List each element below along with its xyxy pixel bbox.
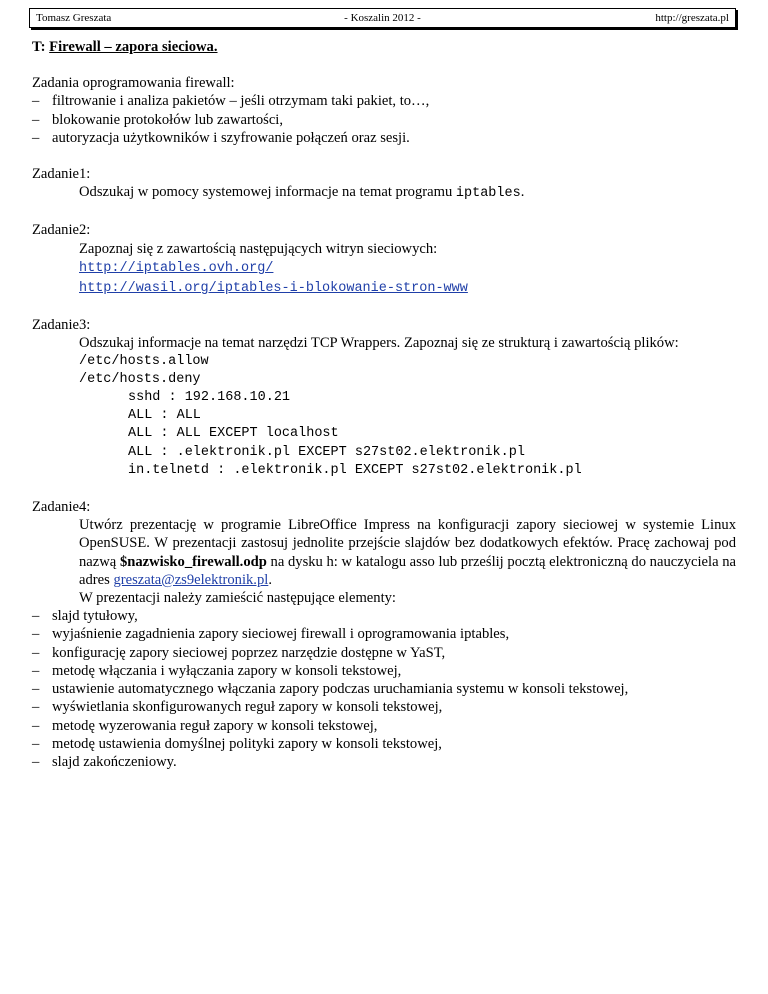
task2-text: Zapoznaj się z zawartością następujących witryn sieciowych: (79, 240, 438, 257)
task2-heading: Zadanie2: (32, 222, 91, 239)
file-hosts-allow: /etc/hosts.allow (79, 353, 209, 369)
task4-heading: Zadanie4: (32, 499, 91, 516)
task4-text-a: Utwórz prezentację w programie LibreOffice Impress na konfiguracji zapory sieciowej w systemie Linux OpenSUSE. W prezentacji zastosuj jednolite przejście slajdów bez dodatkowych efektów. Pracę zachowaj pod nazwą (79, 517, 736, 570)
task4-text-c: . (268, 571, 272, 588)
intro-section (32, 74, 736, 147)
task1-section (32, 165, 736, 203)
intro-list (32, 92, 736, 147)
code-line: ALL : .elektronik.pl EXCEPT s27st02.elektronik.pl (128, 444, 525, 460)
task1-text (79, 183, 736, 203)
list-item: – slajd tytułowy, (32, 607, 736, 625)
list-item: – konfigurację zapory sieciowej poprzez narzędzie dostępne w YaST, (32, 644, 736, 662)
task1-body: Odszukaj w pomocy systemowej informacje na temat programu (79, 184, 456, 201)
list-item: – metodę wyzerowania reguł zapory w konsoli tekstowej, (32, 717, 736, 735)
intro-heading: Zadania oprogramowania firewall: (32, 75, 235, 92)
task4-paragraph (79, 516, 736, 589)
email-link[interactable]: greszata@zs9elektronik.pl (113, 571, 269, 588)
code-line: ALL : ALL (128, 408, 201, 424)
link-iptables-ovh[interactable]: http://iptables.ovh.org/ (79, 260, 274, 276)
header-author: Tomasz Greszata (36, 12, 112, 24)
list-item: – wyjaśnienie zagadnienia zapory sieciowej firewall i oprogramowania iptables, (32, 625, 736, 643)
list-item: – slajd zakończeniowy. (32, 753, 736, 771)
list-item: – filtrowanie i analiza pakietów – jeśli otrzymam taki pakiet, to…, (32, 92, 736, 110)
list-item: – metodę włączania i wyłączania zapory w konsoli tekstowej, (32, 662, 736, 680)
task3-text: Odszukaj informacje na temat narzędzi TCP Wrappers. Zapoznaj się ze strukturą i zawartością plików: (79, 335, 679, 352)
task3-heading: Zadanie3: (32, 317, 91, 334)
list-item: – wyświetlania skonfigurowanych reguł zapory w konsoli tekstowej, (32, 698, 736, 716)
list-item: – autoryzacja użytkowników i szyfrowanie połączeń oraz sesji. (32, 129, 736, 147)
document-body (32, 38, 736, 771)
task4-list (32, 607, 736, 771)
task1-end: . (520, 184, 525, 201)
list-item: – ustawienie automatycznego włączania zapory podczas uruchamiania systemu w konsoli tekstowej, (32, 680, 736, 698)
code-line: ALL : ALL EXCEPT localhost (128, 426, 339, 442)
task4-section (32, 498, 736, 771)
list-item: – blokowanie protokołów lub zawartości, (32, 111, 736, 129)
page-header (29, 8, 736, 28)
task4-text-b: na dysku h: w katalogu asso lub prześlij pocztą elektroniczną do nauczyciela na adres (79, 553, 736, 588)
title-text: Firewall – zapora sieciowa. (49, 39, 218, 55)
task3-section (32, 316, 736, 480)
file-hosts-deny: /etc/hosts.deny (79, 371, 201, 387)
task1-heading: Zadanie1: (32, 166, 91, 183)
page-title (32, 38, 736, 56)
header-center: - Koszalin 2012 - (344, 12, 421, 24)
task2-section (32, 221, 736, 298)
header-url: http://greszata.pl (655, 12, 729, 24)
title-prefix: T: (32, 39, 50, 55)
list-item: – metodę ustawienia domyślnej polityki zapory w konsoli tekstowej, (32, 735, 736, 753)
code-line: in.telnetd : .elektronik.pl EXCEPT s27st02.elektronik.pl (128, 462, 582, 478)
task4-filename: $nazwisko_firewall.odp (119, 553, 267, 570)
task4-list-intro: W prezentacji należy zamieścić następujące elementy: (79, 590, 396, 607)
task1-code: iptables (455, 186, 521, 202)
code-line: sshd : 192.168.10.21 (128, 390, 291, 406)
link-wasil-iptables[interactable]: http://wasil.org/iptables-i-blokowanie-stron-www (79, 281, 468, 297)
